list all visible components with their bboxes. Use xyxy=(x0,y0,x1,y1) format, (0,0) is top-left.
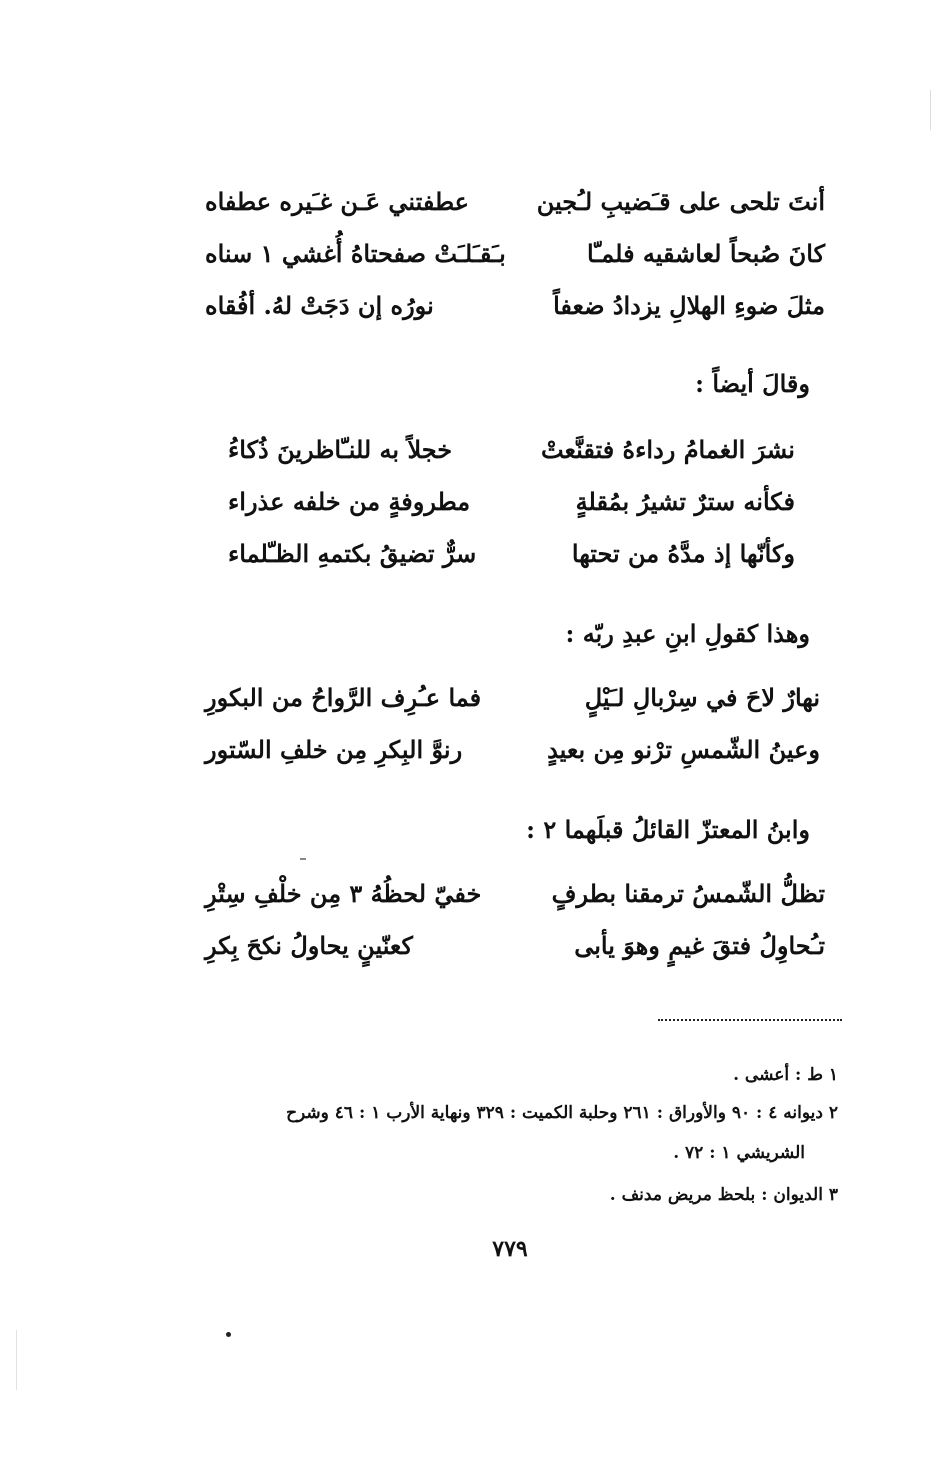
scan-speck xyxy=(16,1330,17,1390)
first-hemistich: أنتَ تلحى على قـَضيبِ لـُجين xyxy=(536,187,825,216)
first-hemistich: فكأنه سترٌ تشيرُ بمُقلةٍ xyxy=(575,487,795,516)
verse xyxy=(205,728,820,772)
second-hemistich: سرٌّ تضيقُ بكتمهِ الظـّلماء xyxy=(228,539,477,568)
verse xyxy=(205,872,825,916)
first-hemistich: مثلَ ضوءِ الهلالِ يزدادُ ضعفاً xyxy=(553,291,825,320)
first-hemistich: كانَ صُبحاً لعاشقيه فلمـّا xyxy=(586,239,825,268)
first-hemistich: تظلُّ الشّمسُ ترمقنا بطرفٍ xyxy=(551,879,825,908)
verse xyxy=(205,924,825,968)
footnote: ١ ط : أعشى . xyxy=(733,1065,838,1085)
second-hemistich: عطفتني عَـن غـَيره عطفاه xyxy=(205,187,469,216)
verse xyxy=(205,180,825,224)
verse xyxy=(205,232,825,276)
second-hemistich: نورُه إن دَجَتْ لهُ. أفُقاه xyxy=(205,291,434,320)
first-hemistich: وكأنّها إذ مدَّهُ من تحتها xyxy=(571,539,795,568)
second-hemistich: كعنّينٍ يحاولُ نكحَ بِكرِ xyxy=(205,931,413,960)
first-hemistich: نهارٌ لاحَ في سِرْبالِ لـَيْلٍ xyxy=(584,683,820,712)
prose-intro: وابنُ المعتزّ القائلُ قبلَهما ٢ : xyxy=(526,815,810,844)
scan-speck xyxy=(930,90,931,130)
second-hemistich: خجلاً به للنـّاظرينَ ذُكاءُ xyxy=(228,435,453,464)
footnote: ٢ ديوانه ٤ : ٩٠ والأوراق : ٢٦١ وحلبة الكميت : ٣٢٩ ونهاية الأرب ١ : ٤٦ وشرح xyxy=(286,1103,838,1123)
first-hemistich: نشرَ الغمامُ رداءهُ فتقنَّعتْ xyxy=(540,435,795,464)
prose-intro: وقالَ أيضاً : xyxy=(695,369,810,398)
scan-speck xyxy=(300,858,306,860)
footnote: ٣ الديوان : بلحظ مريض مدنف . xyxy=(609,1185,838,1205)
second-hemistich: مطروفةٍ من خلفه عذراء xyxy=(228,487,471,516)
verse xyxy=(205,284,825,328)
first-hemistich: وعينُ الشّمسِ ترْنو مِن بعيدٍ xyxy=(547,735,820,764)
verse xyxy=(228,480,795,524)
verse xyxy=(228,532,795,576)
scan-speck xyxy=(226,1332,231,1337)
second-hemistich: خفيّ لحظُهُ ٣ مِن خلْفِ سِتْرِ xyxy=(205,879,482,908)
footnote-separator xyxy=(658,1019,842,1021)
footnote-continuation: الشريشي ١ : ٧٢ . xyxy=(673,1143,805,1163)
verse xyxy=(228,428,795,472)
verse xyxy=(205,676,820,720)
second-hemistich: بـَقـَلـَتْ صفحتاهُ أُغشي ١ سناه xyxy=(205,239,506,268)
prose-intro: وهذا كقولِ ابنِ عبدِ ربّه : xyxy=(565,619,810,648)
second-hemistich: فما عـُرِف الرَّواحُ من البكورِ xyxy=(205,683,482,712)
first-hemistich: تـُحاوِلُ فتقَ غيمٍ وهوَ يأبى xyxy=(574,931,825,960)
page-number: ٧٧٩ xyxy=(492,1236,528,1262)
second-hemistich: رنوَّ البِكرِ مِن خلفِ السّتور xyxy=(205,735,463,764)
